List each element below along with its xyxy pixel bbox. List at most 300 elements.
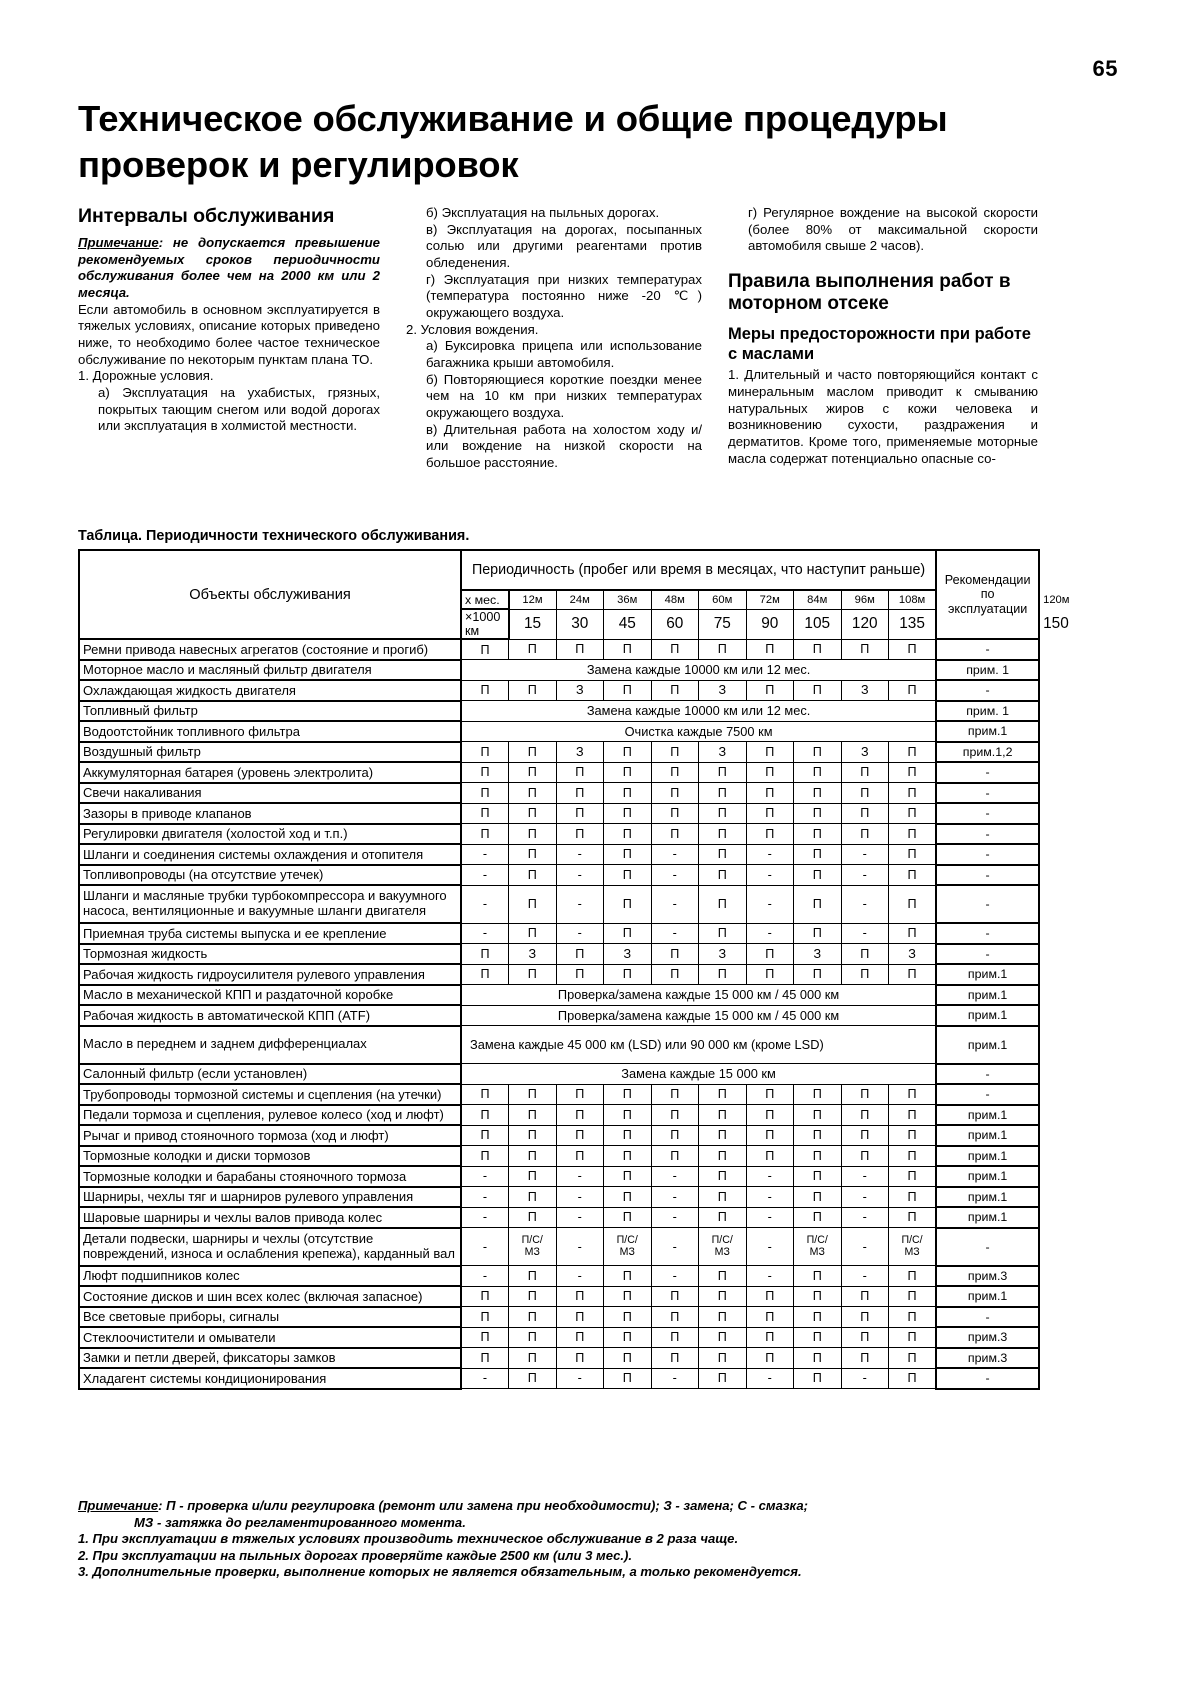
row-mark-9: - <box>841 1207 889 1228</box>
table-row <box>79 1166 1039 1187</box>
row-mark-1: П <box>461 1307 509 1328</box>
table-row <box>79 1084 1039 1105</box>
km-col-2: 30 <box>556 609 604 639</box>
row-mark-3: - <box>556 1166 604 1187</box>
row-recommendation: - <box>936 762 1039 783</box>
row-object-name: Шланги и соединения системы охлаждения и отопителя <box>79 844 461 865</box>
table-row <box>79 1286 1039 1307</box>
heading-engine-bay-rules: Правила выполнения работ в моторном отсеке <box>728 270 1011 315</box>
row-mark-2: П <box>509 865 557 886</box>
row-mark-5: П <box>651 639 699 660</box>
row-object-name: Замки и петли дверей, фиксаторы замков <box>79 1348 461 1369</box>
row-mark-8: П <box>794 1166 842 1187</box>
row-mark-2: П <box>509 1125 557 1146</box>
row-mark-3: П <box>556 1286 604 1307</box>
table-row <box>79 1327 1039 1348</box>
row-mark-4: П <box>604 923 652 944</box>
row-mark-8: П <box>794 1327 842 1348</box>
table-body <box>79 639 1039 1389</box>
row-recommendation: - <box>936 885 1039 923</box>
row-object-name: Все световые приборы, сигналы <box>79 1307 461 1328</box>
row-mark-1: - <box>461 865 509 886</box>
row-mark-5: - <box>651 865 699 886</box>
left-para-1: Если автомобиль в основном эксплуатируется в тяжелых условиях, описание которых приведено ниже, то необходимо более частое техническое обслуживание по некоторым пунктам плана ТО. <box>78 301 380 367</box>
row-mark-10: П <box>889 1368 937 1389</box>
row-object-name: Детали подвески, шарниры и чехлы (отсутствие повреждений, износа и ослабления крепежа), карданный вал <box>79 1228 461 1266</box>
row-mark-7: П <box>746 824 794 845</box>
row-mark-4: П <box>604 1327 652 1348</box>
row-span-note: Замена каждые 15 000 км <box>461 1064 936 1085</box>
row-mark-1: П <box>461 824 509 845</box>
row-object-name: Рычаг и привод стояночного тормоза (ход и люфт) <box>79 1125 461 1146</box>
row-mark-6: П <box>699 1084 747 1105</box>
row-recommendation: прим.3 <box>936 1266 1039 1287</box>
row-recommendation: прим.1 <box>936 1105 1039 1126</box>
table-header-row-months: x мес. 12м 24м 36м 48м 60м 72м 84м 96м 108м 120м <box>79 590 1039 609</box>
row-mark-10: П <box>889 1207 937 1228</box>
right-para-1: 1. Длительный и часто повторяющийся контакт с минеральным маслом приводит к смыванию натуральных жиров с кожи человека и возникновению сухости, раздражения и дерматитов. Кроме того, применяемые моторные масла содержат потенциально опасные со- <box>728 367 1038 466</box>
row-recommendation: прим.1 <box>936 1166 1039 1187</box>
row-mark-1: - <box>461 1166 509 1187</box>
row-mark-10: П <box>889 1105 937 1126</box>
row-recommendation: прим.1 <box>936 1146 1039 1167</box>
row-mark-9: П <box>841 1327 889 1348</box>
row-mark-2: П <box>509 1166 557 1187</box>
row-mark-8: П <box>794 1084 842 1105</box>
table-row <box>79 1187 1039 1208</box>
row-mark-2: П <box>509 783 557 804</box>
row-mark-2: П <box>509 1146 557 1167</box>
row-mark-9: П <box>841 783 889 804</box>
row-object-name: Стеклоочистители и омыватели <box>79 1327 461 1348</box>
row-mark-4: П <box>604 1084 652 1105</box>
row-object-name: Тормозные колодки и барабаны стояночного тормоза <box>79 1166 461 1187</box>
row-recommendation: прим.1,2 <box>936 742 1039 763</box>
row-mark-6: З <box>699 742 747 763</box>
row-mark-4: П <box>604 1187 652 1208</box>
row-recommendation: прим.1 <box>936 1026 1039 1064</box>
row-mark-5: П <box>651 1084 699 1105</box>
row-recommendation: - <box>936 1084 1039 1105</box>
page-number: 65 <box>1092 56 1118 81</box>
row-mark-5: - <box>651 1187 699 1208</box>
row-mark-9: П <box>841 1084 889 1105</box>
row-mark-1: П <box>461 1105 509 1126</box>
row-span-note: Замена каждые 10000 км или 12 мес. <box>461 701 936 722</box>
row-recommendation: прим.1 <box>936 1286 1039 1307</box>
row-mark-8: П <box>794 1368 842 1389</box>
row-recommendation: прим.1 <box>936 1125 1039 1146</box>
row-object-name: Приемная труба системы выпуска и ее крепление <box>79 923 461 944</box>
km-col-9: 135 <box>889 609 937 639</box>
row-mark-3: - <box>556 865 604 886</box>
row-mark-2: П <box>509 803 557 824</box>
row-mark-9: П <box>841 964 889 985</box>
row-mark-6: П <box>699 1327 747 1348</box>
table-row <box>79 844 1039 865</box>
row-mark-7: - <box>746 1166 794 1187</box>
row-object-name: Регулировки двигателя (холостой ход и т.п.) <box>79 824 461 845</box>
row-span-note: Очистка каждые 7500 км <box>461 721 936 742</box>
row-mark-3: П <box>556 1105 604 1126</box>
row-mark-2: П <box>509 1187 557 1208</box>
month-col-5: 60м <box>699 590 747 609</box>
row-mark-8: П <box>794 1286 842 1307</box>
row-object-name: Шланги и масляные трубки турбокомпрессора и вакуумного насоса, вентиляционные и вакуумные шланги двигателя <box>79 885 461 923</box>
row-mark-8: П <box>794 923 842 944</box>
row-mark-8: П <box>794 885 842 923</box>
row-mark-7: П <box>746 783 794 804</box>
row-mark-1: П <box>461 1146 509 1167</box>
row-mark-8: П <box>794 1348 842 1369</box>
row-mark-2: П <box>509 1207 557 1228</box>
row-mark-9: П <box>841 1307 889 1328</box>
row-mark-7: - <box>746 923 794 944</box>
row-mark-1: - <box>461 885 509 923</box>
row-mark-3: - <box>556 1207 604 1228</box>
row-mark-8: П <box>794 639 842 660</box>
row-label-km: ×1000 км <box>461 609 509 639</box>
km-col-5: 75 <box>699 609 747 639</box>
row-mark-2: П <box>509 1084 557 1105</box>
row-object-name: Состояние дисков и шин всех колес (включая запасное) <box>79 1286 461 1307</box>
row-mark-8: П <box>794 680 842 701</box>
row-mark-6: П <box>699 1286 747 1307</box>
footnote-line-2: МЗ - затяжка до регламентированного момента. <box>134 1514 466 1530</box>
row-mark-8: П <box>794 762 842 783</box>
row-recommendation: прим.1 <box>936 1005 1039 1026</box>
mid-item-2v: в) Длительная работа на холостом ходу и/или вождение на низкой скорости на большое расстояние. <box>426 421 702 470</box>
row-mark-1: П <box>461 1348 509 1369</box>
row-mark-8: З <box>794 944 842 965</box>
row-mark-7: - <box>746 1266 794 1287</box>
row-object-name: Моторное масло и масляный фильтр двигателя <box>79 660 461 681</box>
row-mark-4: П <box>604 639 652 660</box>
footnote-line-1 <box>78 1498 1043 1515</box>
row-mark-2: П <box>509 824 557 845</box>
table-row <box>79 1307 1039 1328</box>
row-mark-8: П <box>794 742 842 763</box>
row-mark-4: П <box>604 865 652 886</box>
row-mark-1: - <box>461 1207 509 1228</box>
row-mark-4: П <box>604 885 652 923</box>
table-row <box>79 1125 1039 1146</box>
row-mark-5: П <box>651 1348 699 1369</box>
header-periodicity: Периодичность (пробег или время в месяцах, что наступит раньше) <box>461 550 936 590</box>
row-mark-9: П <box>841 639 889 660</box>
row-mark-4: П <box>604 1368 652 1389</box>
row-mark-9: П <box>841 824 889 845</box>
row-mark-4: П <box>604 1286 652 1307</box>
footnote-label: Примечание <box>78 1498 159 1513</box>
row-mark-6: П <box>699 1125 747 1146</box>
row-recommendation: - <box>936 944 1039 965</box>
km-col-6: 90 <box>746 609 794 639</box>
table-row <box>79 639 1039 660</box>
row-mark-5: П <box>651 1286 699 1307</box>
row-mark-10: П <box>889 964 937 985</box>
table-row <box>79 865 1039 886</box>
row-mark-7: - <box>746 885 794 923</box>
row-label-months: x мес. <box>461 590 509 609</box>
row-mark-2: П <box>509 680 557 701</box>
row-mark-7: П <box>746 762 794 783</box>
row-mark-6: З <box>699 680 747 701</box>
table-head <box>79 550 1070 639</box>
row-mark-2: П <box>509 1266 557 1287</box>
row-mark-3: П <box>556 639 604 660</box>
table-header-row-km: ×1000 км 15 30 45 60 75 90 105 120 135 150 <box>79 609 1039 639</box>
row-mark-4: П <box>604 1146 652 1167</box>
row-mark-5: П <box>651 783 699 804</box>
row-object-name: Топливный фильтр <box>79 701 461 722</box>
row-mark-8: П <box>794 803 842 824</box>
row-mark-10: П <box>889 1146 937 1167</box>
row-recommendation: - <box>936 1064 1039 1085</box>
header-objects: Объекты обслуживания <box>79 550 461 639</box>
row-mark-1: - <box>461 923 509 944</box>
table-row <box>79 803 1039 824</box>
row-mark-4: П <box>604 680 652 701</box>
row-mark-5: П <box>651 964 699 985</box>
row-mark-10: П <box>889 1125 937 1146</box>
row-mark-5: - <box>651 1266 699 1287</box>
row-mark-7: П <box>746 639 794 660</box>
row-object-name: Свечи накаливания <box>79 783 461 804</box>
row-mark-7: П <box>746 680 794 701</box>
row-mark-6: П <box>699 964 747 985</box>
row-mark-9: - <box>841 865 889 886</box>
row-object-name: Зазоры в приводе клапанов <box>79 803 461 824</box>
row-mark-10: П <box>889 1187 937 1208</box>
row-mark-1: П <box>461 680 509 701</box>
row-mark-3: З <box>556 742 604 763</box>
row-mark-5: П <box>651 1105 699 1126</box>
heading-service-intervals: Интервалы обслуживания <box>78 205 335 227</box>
row-mark-4: П <box>604 1207 652 1228</box>
table-row <box>79 1266 1039 1287</box>
row-mark-8: П <box>794 1307 842 1328</box>
row-recommendation: прим.1 <box>936 985 1039 1006</box>
row-mark-5: П <box>651 680 699 701</box>
row-mark-5: - <box>651 1228 699 1266</box>
table-row <box>79 660 1039 681</box>
row-mark-8: П <box>794 783 842 804</box>
row-mark-2: П <box>509 1327 557 1348</box>
table-row <box>79 985 1039 1006</box>
table-row <box>79 1146 1039 1167</box>
row-mark-9: П <box>841 1348 889 1369</box>
table-row <box>79 1228 1039 1266</box>
row-mark-9: - <box>841 1266 889 1287</box>
row-mark-2: П <box>509 885 557 923</box>
row-mark-6: П <box>699 865 747 886</box>
table-row <box>79 1026 1039 1064</box>
row-mark-7: П <box>746 1125 794 1146</box>
row-mark-7: П <box>746 1105 794 1126</box>
table-row <box>79 885 1039 923</box>
row-mark-7: - <box>746 865 794 886</box>
mid-item-1b: б) Эксплуатация на пыльных дорогах. <box>426 205 660 220</box>
row-mark-8: П <box>794 824 842 845</box>
mid-item-2: 2. Условия вождения. <box>406 321 539 337</box>
row-mark-10: П <box>889 844 937 865</box>
row-mark-6: П <box>699 1187 747 1208</box>
right-item-2g: г) Регулярное вождение на высокой скорости (более 80% от максимальной скорости автомобиля свыше 2 часов). <box>748 205 1038 254</box>
left-item-1a: а) Эксплуатация на ухабистых, грязных, покрытых тающим снегом или водой дорогах или эксплуатация в холмистой местности. <box>98 384 380 434</box>
row-mark-5: П <box>651 1125 699 1146</box>
row-mark-4: П <box>604 803 652 824</box>
row-recommendation: - <box>936 639 1039 660</box>
month-col-9: 108м <box>889 590 937 609</box>
row-mark-5: П <box>651 1146 699 1167</box>
month-col-7: 84м <box>794 590 842 609</box>
km-col-4: 60 <box>651 609 699 639</box>
month-col-2: 24м <box>556 590 604 609</box>
row-mark-2: П <box>509 1105 557 1126</box>
row-mark-3: П <box>556 1146 604 1167</box>
row-object-name: Топливопроводы (на отсутствие утечек) <box>79 865 461 886</box>
row-mark-3: - <box>556 1368 604 1389</box>
row-mark-10: П <box>889 824 937 845</box>
row-recommendation: прим. 1 <box>936 660 1039 681</box>
row-object-name: Охлаждающая жидкость двигателя <box>79 680 461 701</box>
table-row <box>79 680 1039 701</box>
row-mark-6: П <box>699 1368 747 1389</box>
row-recommendation: прим.1 <box>936 721 1039 742</box>
row-mark-10: П <box>889 1327 937 1348</box>
row-mark-4: П <box>604 742 652 763</box>
row-mark-10: П <box>889 1084 937 1105</box>
row-recommendation: - <box>936 1228 1039 1266</box>
table-row <box>79 1105 1039 1126</box>
row-mark-4: П <box>604 964 652 985</box>
row-mark-3: П <box>556 783 604 804</box>
row-mark-3: - <box>556 844 604 865</box>
row-mark-1: - <box>461 1187 509 1208</box>
row-mark-5: П <box>651 803 699 824</box>
row-object-name: Аккумуляторная батарея (уровень электролита) <box>79 762 461 783</box>
row-object-name: Рабочая жидкость в автоматической КПП (ATF) <box>79 1005 461 1026</box>
row-mark-9: П <box>841 1146 889 1167</box>
row-mark-4: П <box>604 1266 652 1287</box>
row-mark-1: П <box>461 1084 509 1105</box>
row-object-name: Рабочая жидкость гидроусилителя рулевого управления <box>79 964 461 985</box>
row-mark-1: П <box>461 944 509 965</box>
row-mark-10: П <box>889 742 937 763</box>
row-mark-3: - <box>556 1187 604 1208</box>
row-mark-6: П <box>699 1207 747 1228</box>
row-mark-6: П <box>699 1166 747 1187</box>
row-recommendation: прим. 1 <box>936 701 1039 722</box>
row-mark-1: - <box>461 844 509 865</box>
row-mark-2: П <box>509 964 557 985</box>
row-mark-5: - <box>651 1166 699 1187</box>
row-object-name: Тормозная жидкость <box>79 944 461 965</box>
row-mark-1: - <box>461 1266 509 1287</box>
row-mark-5: П <box>651 742 699 763</box>
row-mark-9: - <box>841 1187 889 1208</box>
row-mark-3: П <box>556 1348 604 1369</box>
row-mark-9: П <box>841 1286 889 1307</box>
row-mark-5: - <box>651 885 699 923</box>
mid-item-2b: б) Повторяющиеся короткие поездки менее чем на 10 км при низких температурах окружающего воздуха. <box>426 371 702 420</box>
table-row <box>79 701 1039 722</box>
table-row <box>79 1207 1039 1228</box>
row-mark-2: П <box>509 923 557 944</box>
row-mark-1: П <box>461 1125 509 1146</box>
row-mark-1: П <box>461 639 509 660</box>
row-object-name: Масло в переднем и заднем дифференциалах <box>79 1026 461 1064</box>
note-paragraph <box>78 235 380 302</box>
row-mark-4: П <box>604 783 652 804</box>
row-mark-5: П <box>651 1307 699 1328</box>
row-mark-6: П <box>699 783 747 804</box>
table-row <box>79 1348 1039 1369</box>
header-recommendations: Рекомендации по эксплуатации <box>936 550 1039 639</box>
row-mark-7: П <box>746 1307 794 1328</box>
row-span-note: Проверка/замена каждые 15 000 км / 45 000 км <box>461 985 936 1006</box>
row-mark-2: П/С/ МЗ <box>509 1228 557 1266</box>
row-mark-3: - <box>556 885 604 923</box>
row-recommendation: - <box>936 865 1039 886</box>
row-mark-6: П <box>699 762 747 783</box>
row-object-name: Масло в механической КПП и раздаточной коробке <box>79 985 461 1006</box>
row-mark-9: З <box>841 742 889 763</box>
row-mark-5: - <box>651 923 699 944</box>
maintenance-schedule-table <box>78 549 1070 1390</box>
km-col-1: 15 <box>509 609 557 639</box>
row-span-note: Замена каждые 10000 км или 12 мес. <box>461 660 936 681</box>
table-row <box>79 944 1039 965</box>
row-mark-7: П <box>746 964 794 985</box>
row-recommendation: прим.1 <box>936 1187 1039 1208</box>
month-col-8: 96м <box>841 590 889 609</box>
row-mark-7: - <box>746 1187 794 1208</box>
row-mark-10: П <box>889 1307 937 1328</box>
row-recommendation: - <box>936 824 1039 845</box>
table-row <box>79 1064 1039 1085</box>
text-columns <box>78 205 1038 520</box>
row-mark-10: П <box>889 783 937 804</box>
row-mark-1: - <box>461 1228 509 1266</box>
row-mark-9: П <box>841 803 889 824</box>
row-mark-9: - <box>841 1228 889 1266</box>
row-mark-5: - <box>651 1368 699 1389</box>
km-col-8: 120 <box>841 609 889 639</box>
row-object-name: Педали тормоза и сцепления, рулевое колесо (ход и люфт) <box>79 1105 461 1126</box>
row-mark-3: П <box>556 1084 604 1105</box>
row-mark-6: П <box>699 1307 747 1328</box>
row-mark-8: П <box>794 1207 842 1228</box>
table-row <box>79 783 1039 804</box>
row-recommendation: - <box>936 844 1039 865</box>
row-mark-8: П <box>794 1187 842 1208</box>
row-recommendation: прим.3 <box>936 1327 1039 1348</box>
row-mark-9: П <box>841 944 889 965</box>
heading-oil-precautions: Меры предосторожности при работе с маслами <box>728 324 1031 363</box>
row-object-name: Ремни привода навесных агрегатов (состояние и прогиб) <box>79 639 461 660</box>
row-mark-3: П <box>556 964 604 985</box>
row-mark-8: П <box>794 844 842 865</box>
row-recommendation: - <box>936 1307 1039 1328</box>
row-mark-8: П <box>794 1105 842 1126</box>
km-col-3: 45 <box>604 609 652 639</box>
row-mark-2: П <box>509 639 557 660</box>
row-mark-10: П <box>889 639 937 660</box>
row-mark-6: П <box>699 885 747 923</box>
row-mark-9: П <box>841 1105 889 1126</box>
